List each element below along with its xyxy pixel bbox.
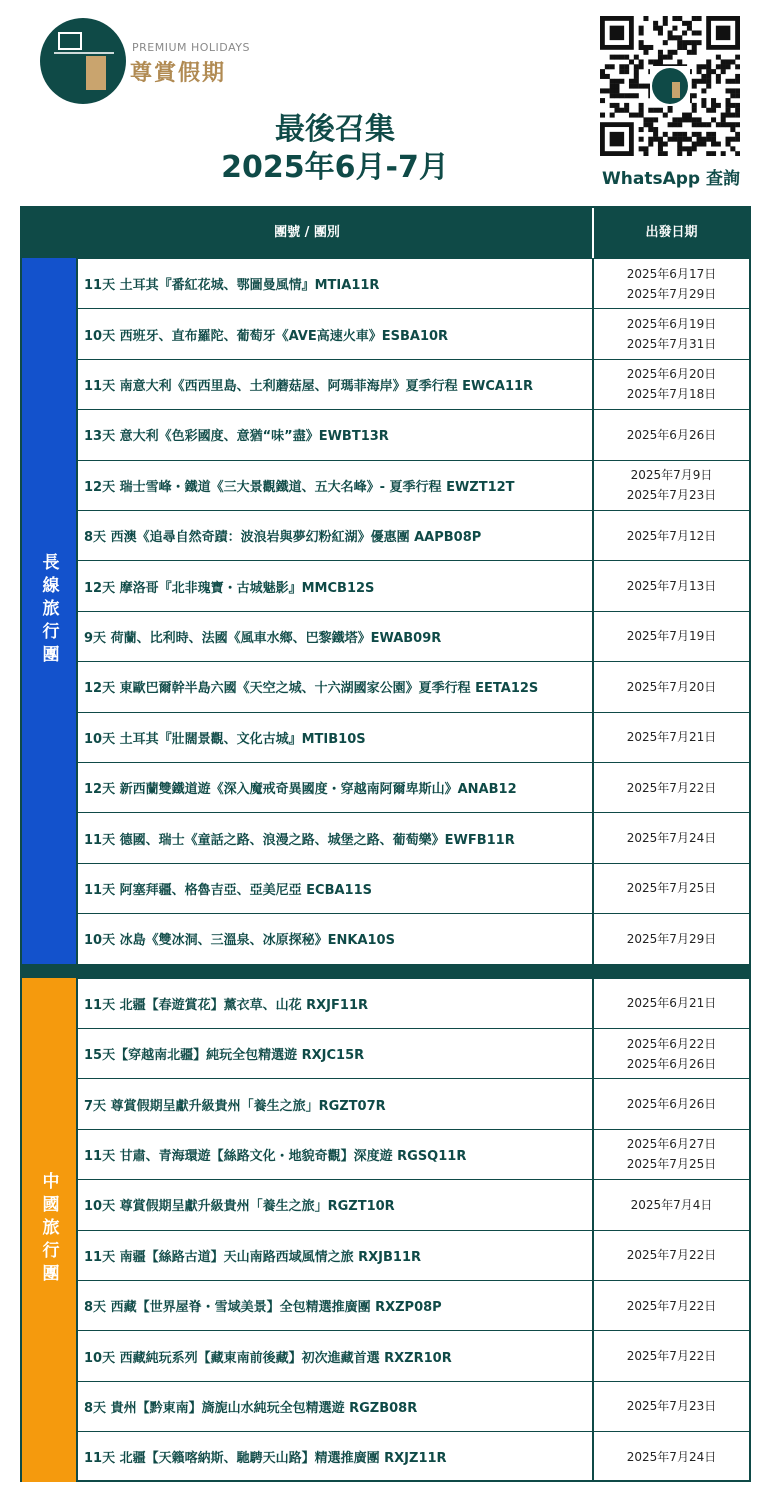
table-row bbox=[76, 913, 749, 963]
departure-date: 2025年7月19日 bbox=[626, 629, 717, 644]
departure-dates bbox=[592, 1432, 749, 1481]
table-row bbox=[76, 661, 749, 711]
departure-date: 2025年7月29日 bbox=[626, 931, 717, 946]
table-row bbox=[76, 1431, 749, 1481]
page-title: 最後召集 bbox=[275, 112, 395, 147]
departure-dates bbox=[592, 1281, 749, 1330]
departure-date: 2025年7月22日 bbox=[626, 1349, 717, 1364]
departure-dates bbox=[592, 511, 749, 560]
departure-date: 2025年7月9日 bbox=[630, 468, 713, 483]
departure-date: 2025年6月17日 bbox=[626, 266, 717, 281]
tour-name: 11天 德國、瑞士《童話之路、浪漫之路、城堡之路、葡萄樂》EWFB11R bbox=[76, 813, 592, 862]
tour-name: 12天 東歐巴爾幹半島六國《天空之城、十六湖國家公園》夏季行程 EETA12S bbox=[76, 662, 592, 711]
brand-name-en: PREMIUM HOLIDAYS bbox=[132, 41, 250, 54]
departure-date: 2025年7月25日 bbox=[626, 1157, 717, 1172]
departure-dates bbox=[592, 461, 749, 510]
tour-name: 11天 南疆【絲路古道】天山南路西域風情之旅 RXJB11R bbox=[76, 1231, 592, 1280]
departure-dates bbox=[592, 1029, 749, 1078]
table-row bbox=[76, 359, 749, 409]
logo-frame-icon bbox=[58, 32, 82, 50]
tour-name: 12天 摩洛哥『北非瑰寶・古城魅影』MMCB12S bbox=[76, 561, 592, 610]
departure-dates bbox=[592, 1231, 749, 1280]
tour-name: 13天 意大利《色彩國度、意猶“味”盡》EWBT13R bbox=[76, 410, 592, 459]
page-subtitle: 2025年6月-7月 bbox=[221, 150, 449, 185]
departure-dates bbox=[592, 612, 749, 661]
departure-dates bbox=[592, 259, 749, 308]
whatsapp-qr-code[interactable] bbox=[600, 16, 740, 156]
tour-name: 11天 南意大利《西西里島、土利蘑菇屋、阿瑪菲海岸》夏季行程 EWCA11R bbox=[76, 360, 592, 409]
departure-date: 2025年7月22日 bbox=[626, 1298, 717, 1313]
departure-date: 2025年6月20日 bbox=[626, 367, 717, 382]
header-tour: 團號 / 團別 bbox=[274, 225, 340, 240]
table-row bbox=[76, 1230, 749, 1280]
departure-date: 2025年6月26日 bbox=[626, 1056, 717, 1071]
departure-dates bbox=[592, 864, 749, 913]
tour-name: 15天【穿越南北疆】純玩全包精選遊 RXJC15R bbox=[76, 1029, 592, 1078]
table-row bbox=[76, 1330, 749, 1380]
departure-dates bbox=[592, 410, 749, 459]
logo-block-icon bbox=[86, 56, 106, 90]
table-row bbox=[76, 978, 749, 1028]
table-row bbox=[76, 409, 749, 459]
tour-name: 11天 甘肅、青海環遊【絲路文化・地貌奇觀】深度遊 RGSQ11R bbox=[76, 1130, 592, 1179]
departure-date: 2025年7月23日 bbox=[626, 1399, 717, 1414]
table-header bbox=[22, 208, 749, 258]
tour-name: 10天 西藏純玩系列【藏東南前後藏】初次進藏首選 RXZR10R bbox=[76, 1331, 592, 1380]
departure-date: 2025年7月24日 bbox=[626, 1449, 717, 1464]
tour-name: 12天 新西蘭雙鐵道遊《深入魔戒奇異國度・穿越南阿爾卑斯山》ANAB12 bbox=[76, 763, 592, 812]
table-row bbox=[76, 1078, 749, 1128]
departure-dates bbox=[592, 1130, 749, 1179]
departure-dates bbox=[592, 1331, 749, 1380]
tour-name: 10天 冰島《雙冰洞、三溫泉、冰原探秘》ENKA10S bbox=[76, 914, 592, 963]
tour-name: 10天 土耳其『壯闊景觀、文化古城』MTIB10S bbox=[76, 713, 592, 762]
departure-date: 2025年7月23日 bbox=[626, 488, 717, 503]
departure-dates bbox=[592, 1180, 749, 1229]
departure-date: 2025年7月13日 bbox=[626, 579, 717, 594]
departure-date: 2025年7月31日 bbox=[626, 337, 717, 352]
tour-name: 11天 北疆【春遊賞花】薰衣草、山花 RXJF11R bbox=[76, 979, 592, 1028]
table-row bbox=[76, 611, 749, 661]
table-row bbox=[76, 1179, 749, 1229]
departure-date: 2025年7月25日 bbox=[626, 881, 717, 896]
departure-date: 2025年7月12日 bbox=[626, 528, 717, 543]
tour-name: 8天 西藏【世界屋脊・雪域美景】全包精選推廣團 RXZP08P bbox=[76, 1281, 592, 1330]
departure-dates bbox=[592, 813, 749, 862]
departure-date: 2025年6月21日 bbox=[626, 996, 717, 1011]
section-label: 中國旅行團 bbox=[22, 978, 76, 1482]
tour-table bbox=[20, 206, 751, 1482]
departure-dates bbox=[592, 713, 749, 762]
logo-line-icon bbox=[54, 52, 114, 54]
table-row bbox=[76, 308, 749, 358]
departure-date: 2025年6月22日 bbox=[626, 1036, 717, 1051]
departure-dates bbox=[592, 1382, 749, 1431]
departure-date: 2025年7月4日 bbox=[630, 1197, 713, 1212]
brand-name-zh: 尊賞假期 bbox=[130, 61, 227, 86]
table-row bbox=[76, 1381, 749, 1431]
header-date: 出發日期 bbox=[592, 208, 749, 258]
tour-name: 11天 阿塞拜疆、格魯吉亞、亞美尼亞 ECBA11S bbox=[76, 864, 592, 913]
departure-date: 2025年7月21日 bbox=[626, 730, 717, 745]
table-row bbox=[76, 460, 749, 510]
table-row bbox=[76, 1028, 749, 1078]
brand-logo bbox=[40, 18, 126, 104]
tour-name: 11天 土耳其『番紅花城、鄂圖曼風情』MTIA11R bbox=[76, 259, 592, 308]
departure-dates bbox=[592, 662, 749, 711]
tour-name: 10天 西班牙、直布羅陀、葡萄牙《AVE高速火車》ESBA10R bbox=[76, 309, 592, 358]
departure-dates bbox=[592, 914, 749, 963]
departure-date: 2025年7月24日 bbox=[626, 831, 717, 846]
tour-name: 8天 西澳《追尋自然奇蹟：波浪岩與夢幻粉紅湖》優惠團 AAPB08P bbox=[76, 511, 592, 560]
table-row bbox=[76, 510, 749, 560]
departure-dates bbox=[592, 1079, 749, 1128]
table-row bbox=[76, 762, 749, 812]
departure-date: 2025年7月20日 bbox=[626, 679, 717, 694]
departure-dates bbox=[592, 309, 749, 358]
table-row bbox=[76, 1129, 749, 1179]
departure-dates bbox=[592, 979, 749, 1028]
departure-date: 2025年6月27日 bbox=[626, 1137, 717, 1152]
departure-dates bbox=[592, 763, 749, 812]
tour-name: 12天 瑞士雪峰・鐵道《三大景觀鐵道、五大名峰》- 夏季行程 EWZT12T bbox=[76, 461, 592, 510]
table-row bbox=[76, 863, 749, 913]
tour-name: 9天 荷蘭、比利時、法國《風車水鄉、巴黎鐵塔》EWAB09R bbox=[76, 612, 592, 661]
tour-name: 10天 尊賞假期呈獻升級貴州「養生之旅」RGZT10R bbox=[76, 1180, 592, 1229]
departure-date: 2025年7月18日 bbox=[626, 387, 717, 402]
departure-date: 2025年6月26日 bbox=[626, 1097, 717, 1112]
tour-name: 7天 尊賞假期呈獻升級貴州「養生之旅」RGZT07R bbox=[76, 1079, 592, 1128]
departure-dates bbox=[592, 561, 749, 610]
departure-dates bbox=[592, 360, 749, 409]
tour-name: 8天 貴州【黔東南】旖旎山水純玩全包精選遊 RGZB08R bbox=[76, 1382, 592, 1431]
tour-name: 11天 北疆【天籟喀納斯、馳騁天山路】精選推廣團 RXJZ11R bbox=[76, 1432, 592, 1481]
section-label: 長線旅行團 bbox=[22, 258, 76, 964]
table-row bbox=[76, 712, 749, 762]
table-row bbox=[76, 812, 749, 862]
departure-date: 2025年7月22日 bbox=[626, 780, 717, 795]
table-row bbox=[76, 1280, 749, 1330]
departure-date: 2025年6月19日 bbox=[626, 317, 717, 332]
departure-date: 2025年7月29日 bbox=[626, 286, 717, 301]
departure-date: 2025年7月22日 bbox=[626, 1248, 717, 1263]
qr-label: WhatsApp 查詢 bbox=[602, 169, 740, 189]
section-divider bbox=[22, 964, 749, 978]
table-row bbox=[76, 258, 749, 308]
table-row bbox=[76, 560, 749, 610]
departure-date: 2025年6月26日 bbox=[626, 427, 717, 442]
